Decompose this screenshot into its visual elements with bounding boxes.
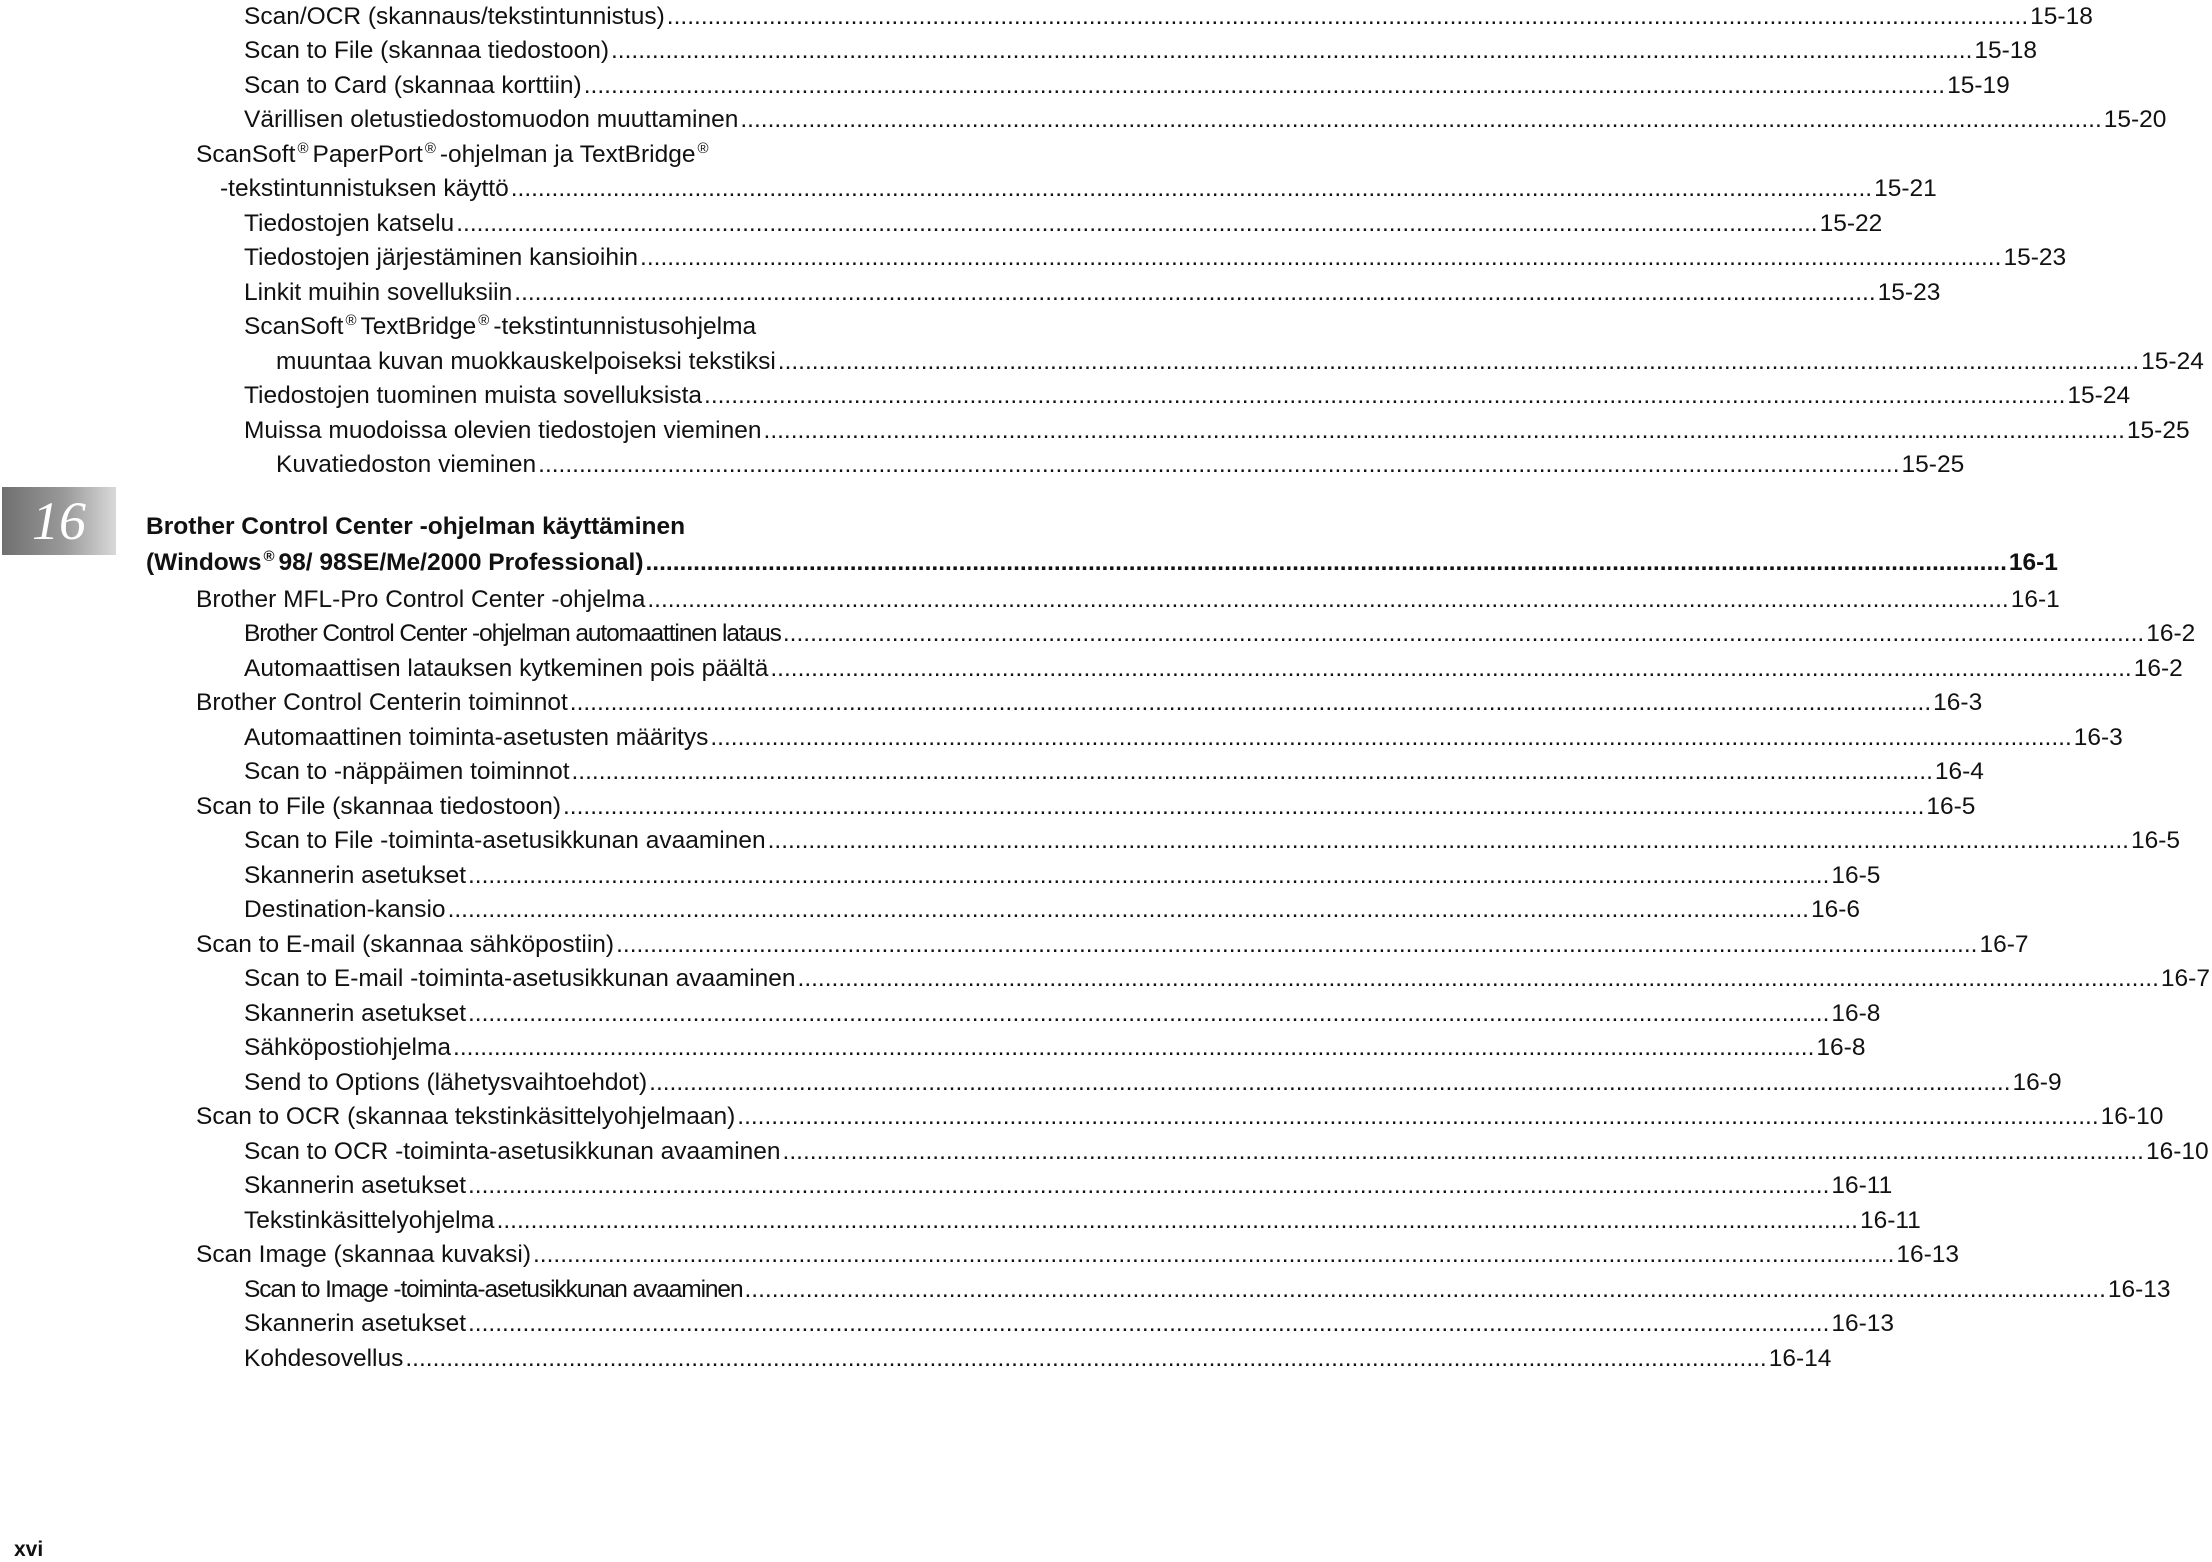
toc-entry[interactable]	[244, 1342, 1832, 1376]
toc-entry-title: Scan to File (skannaa tiedostoon)	[196, 793, 561, 820]
dot-leader: ........................................................................................................................................................................................................	[583, 72, 1946, 99]
dot-leader: ........................................................................................................................................................................................................	[405, 1345, 1767, 1372]
toc-entry-page: 16-5	[2130, 827, 2181, 854]
toc-entry-title: Skannerin asetukset	[244, 1172, 466, 1199]
dot-leader: ........................................................................................................................................................................................................	[710, 724, 2072, 751]
toc-entry[interactable]	[196, 1238, 1960, 1272]
toc-entry-title: Scan to Card (skannaa korttiin)	[244, 72, 582, 99]
toc-entry-title: Scan to File -toiminta-asetusikkunan avaaminen	[244, 827, 766, 854]
dot-leader: ........................................................................................................................................................................................................	[767, 827, 2129, 854]
toc-entry-title: Skannerin asetukset	[244, 862, 466, 889]
toc-entry-page: 16-6	[1810, 896, 1860, 923]
toc-entry-page: 15-25	[1901, 451, 1965, 478]
toc-entry[interactable]	[244, 1169, 1893, 1203]
toc-entry-title: Linkit muihin sovelluksiin	[244, 279, 513, 306]
toc-entry-title: Värillisen oletustiedostomuodon muuttaminen	[244, 106, 739, 133]
toc-entry-page: 15-23	[1877, 279, 1941, 306]
toc-entry-title-part: -tekstintunnistusohjelma	[493, 313, 757, 340]
toc-entry-page: 16-3	[2073, 724, 2123, 751]
toc-entry-title: Brother Control Centerin toiminnot	[196, 689, 568, 716]
toc-entry-page: 16-2	[2146, 620, 2196, 647]
toc-entry[interactable]	[196, 583, 2060, 617]
toc-entry-page: 16-5	[1831, 862, 1881, 889]
toc-entry-title: Sähköpostiohjelma	[244, 1034, 452, 1061]
toc-entry-title-part: ScanSoft	[196, 141, 296, 168]
toc-entry[interactable]	[244, 207, 1883, 241]
toc-entry[interactable]	[244, 379, 2131, 413]
dot-leader: ........................................................................................................................................................................................................	[782, 620, 2145, 647]
toc-entry[interactable]	[244, 824, 2181, 858]
toc-entry[interactable]	[196, 138, 960, 172]
toc-entry[interactable]	[244, 34, 2038, 68]
toc-entry-title: Brother MFL-Pro Control Center -ohjelma	[196, 586, 646, 613]
toc-entry-page: 16-2	[2133, 655, 2183, 682]
dot-leader: ........................................................................................................................................................................................................	[649, 1069, 2011, 1096]
toc-entry-title: Tiedostojen katselu	[244, 210, 455, 237]
toc-entry[interactable]	[244, 1204, 1921, 1238]
toc-entry[interactable]	[244, 1031, 1866, 1065]
toc-entry[interactable]	[244, 1135, 2209, 1169]
toc-entry[interactable]	[244, 721, 2123, 755]
toc-entry[interactable]	[146, 546, 2058, 580]
dot-leader: ........................................................................................................................................................................................................	[468, 862, 1830, 889]
toc-entry-page: 16-7	[1979, 931, 2029, 958]
toc-entry[interactable]	[276, 448, 1965, 482]
toc-entry-title: Scan to OCR -toiminta-asetusikkunan avaaminen	[244, 1138, 781, 1165]
toc-entry[interactable]	[196, 928, 2029, 962]
toc-entry-title: Scan to OCR (skannaa tekstinkäsittelyohjelmaan)	[196, 1103, 736, 1130]
toc-entry-page: 16-10	[2145, 1138, 2209, 1165]
dot-leader: ........................................................................................................................................................................................................	[797, 965, 2159, 992]
toc-entry-title: Brother Control Center -ohjelman automaattinen lataus	[244, 620, 781, 647]
dot-leader: ........................................................................................................................................................................................................	[616, 931, 1978, 958]
toc-entry[interactable]	[244, 69, 2010, 103]
toc-entry-page: 15-18	[1974, 37, 2038, 64]
toc-entry-page: 16-8	[1816, 1034, 1866, 1061]
toc-entry-page: 16-1	[2008, 549, 2058, 576]
chapter-number: 16	[32, 491, 86, 551]
toc-entry-title: Tekstinkäsittelyohjelma	[244, 1207, 495, 1234]
dot-leader: ........................................................................................................................................................................................................	[533, 1241, 1895, 1268]
toc-entry-page: 16-13	[1831, 1310, 1895, 1337]
toc-entry[interactable]	[244, 859, 1881, 893]
toc-entry-title: Tiedostojen järjestäminen kansioihin	[244, 244, 639, 271]
toc-entry-page: 15-22	[1819, 210, 1883, 237]
toc-entry[interactable]	[244, 241, 2067, 275]
dot-leader: ........................................................................................................................................................................................................	[453, 1034, 1815, 1061]
toc-entry-page: 15-25	[2126, 417, 2190, 444]
dot-leader: ........................................................................................................................................................................................................	[514, 279, 1876, 306]
toc-entry-page: 15-21	[1874, 175, 1937, 202]
registered-mark: ®	[345, 311, 357, 329]
dot-leader: ........................................................................................................................................................................................................	[510, 175, 1873, 202]
toc-entry-title: Scan to E-mail (skannaa sähköpostiin)	[196, 931, 615, 958]
toc-entry-page: 16-13	[1896, 1241, 1960, 1268]
toc-entry-title-part: -ohjelman ja TextBridge	[439, 141, 696, 168]
toc-entry-title: Automaattisen latauksen kytkeminen pois päältä	[244, 655, 769, 682]
toc-entry-page: 15-18	[2030, 3, 2093, 30]
toc-entry-title-part: 98/ 98SE/Me/2000 Professional)	[278, 549, 644, 576]
toc-entry-title: Tiedostojen tuominen muista sovelluksista	[244, 382, 703, 409]
toc-entry[interactable]	[244, 414, 2190, 448]
dot-leader: ........................................................................................................................................................................................................	[763, 417, 2125, 444]
toc-entry-page: 16-10	[2100, 1103, 2164, 1130]
toc-entry-page: 16-3	[1933, 689, 1983, 716]
toc-entry-page: 16-8	[1831, 1000, 1881, 1027]
toc-entry[interactable]	[244, 893, 1860, 927]
toc-entry[interactable]	[244, 1307, 1895, 1341]
dot-leader: ........................................................................................................................................................................................................	[611, 37, 1973, 64]
toc-entry-title: Brother Control Center -ohjelman käyttäminen	[146, 513, 686, 540]
toc-entry-title: Skannerin asetukset	[244, 1310, 466, 1337]
toc-entry-title: Kuvatiedoston vieminen	[276, 451, 537, 478]
dot-leader: ........................................................................................................................................................................................................	[770, 655, 2132, 682]
toc-entry[interactable]	[244, 1273, 2171, 1307]
dot-leader: ........................................................................................................................................................................................................	[563, 793, 1925, 820]
toc-entry-title-part: PaperPort	[312, 141, 423, 168]
toc-entry-title: Muissa muodoissa olevien tiedostojen vieminen	[244, 417, 762, 444]
toc-entry[interactable]	[196, 790, 1976, 824]
dot-leader: ........................................................................................................................................................................................................	[782, 1138, 2144, 1165]
toc-entry[interactable]	[244, 962, 2210, 996]
dot-leader: ........................................................................................................................................................................................................	[737, 1103, 2099, 1130]
toc-entry[interactable]	[244, 755, 1984, 789]
toc-entry-page: 16-4	[1934, 758, 1984, 785]
registered-mark: ®	[424, 139, 436, 157]
dot-leader: ........................................................................................................................................................................................................	[571, 758, 1933, 785]
toc-entry[interactable]	[244, 310, 960, 344]
registered-mark: ®	[297, 139, 309, 157]
toc-entry-page: 16-7	[2160, 965, 2210, 992]
toc-entry-title: -tekstintunnistuksen käyttö	[220, 175, 509, 202]
dot-leader: ........................................................................................................................................................................................................	[569, 689, 1932, 716]
toc-entry-title: Kohdesovellus	[244, 1345, 404, 1372]
toc-entry-title: Automaattinen toiminta-asetusten määritys	[244, 724, 709, 751]
toc-entry-title: muuntaa kuvan muokkauskelpoiseksi tekstiksi	[276, 348, 776, 375]
dot-leader: ........................................................................................................................................................................................................	[496, 1207, 1858, 1234]
dot-leader: ........................................................................................................................................................................................................	[447, 896, 1809, 923]
toc-entry-page: 16-1	[2010, 586, 2060, 613]
toc-entry[interactable]	[244, 103, 2167, 137]
toc-entry-title: Scan Image (skannaa kuvaksi)	[196, 1241, 531, 1268]
dot-leader: ........................................................................................................................................................................................................	[740, 106, 2102, 133]
toc-entry-page: 16-14	[1768, 1345, 1832, 1372]
dot-leader: ........................................................................................................................................................................................................	[777, 348, 2140, 375]
toc-entry-title-part: (Windows	[146, 549, 262, 576]
toc-entry[interactable]	[244, 1066, 2062, 1100]
toc-entry-page: 16-5	[1926, 793, 1976, 820]
toc-entry-title-part: ScanSoft	[244, 313, 344, 340]
dot-leader: ........................................................................................................................................................................................................	[468, 1000, 1830, 1027]
page-number: xvi	[14, 1538, 44, 1561]
toc-entry[interactable]	[196, 686, 1983, 720]
toc-entry-title: Scan to Image -toiminta-asetusikkunan avaaminen	[244, 1276, 743, 1303]
toc-entry-title: Destination-kansio	[244, 896, 446, 923]
registered-mark: ®	[697, 139, 709, 157]
dot-leader: ........................................................................................................................................................................................................	[666, 3, 2029, 30]
toc-entry-title: Scan/OCR (skannaus/tekstintunnistus)	[244, 3, 665, 30]
toc-entry-title: Send to Options (lähetysvaihtoehdot)	[244, 1069, 648, 1096]
dot-leader: ........................................................................................................................................................................................................	[744, 1276, 2106, 1303]
toc-entry-title: Scan to -näppäimen toiminnot	[244, 758, 570, 785]
toc-entry-title: Scan to File (skannaa tiedostoon)	[244, 37, 609, 64]
dot-leader: ........................................................................................................................................................................................................	[704, 382, 2066, 409]
dot-leader: ........................................................................................................................................................................................................	[645, 549, 2007, 576]
toc-entry-title-part: TextBridge	[360, 313, 477, 340]
toc-entry[interactable]	[244, 652, 2183, 686]
toc-entry[interactable]	[220, 172, 1937, 206]
toc-entry-title: Skannerin asetukset	[244, 1000, 466, 1027]
chapter-tab	[2, 487, 116, 555]
toc-entry-page: 16-9	[2012, 1069, 2062, 1096]
toc-entry-page: 15-24	[2067, 382, 2131, 409]
toc-entry-page: 16-13	[2107, 1276, 2171, 1303]
registered-mark: ®	[263, 547, 275, 565]
toc-entry-page: 15-24	[2141, 348, 2204, 375]
toc-entry-page: 15-23	[2003, 244, 2067, 271]
toc-entry[interactable]	[196, 1100, 2164, 1134]
toc-entry-page: 15-19	[1947, 72, 2010, 99]
dot-leader: ........................................................................................................................................................................................................	[468, 1310, 1830, 1337]
dot-leader: ........................................................................................................................................................................................................	[640, 244, 2002, 271]
dot-leader: ........................................................................................................................................................................................................	[647, 586, 2009, 613]
toc-entry-title: Scan to E-mail -toiminta-asetusikkunan avaaminen	[244, 965, 796, 992]
toc-entry-title	[196, 138, 960, 172]
toc-entry[interactable]	[276, 345, 2204, 379]
toc-entry-title	[244, 310, 960, 344]
dot-leader: ........................................................................................................................................................................................................	[538, 451, 1900, 478]
toc-entry-page: 16-11	[1859, 1207, 1921, 1234]
registered-mark: ®	[478, 311, 490, 329]
toc-entry[interactable]	[244, 0, 2093, 34]
toc-entry[interactable]	[244, 997, 1881, 1031]
toc-entry[interactable]	[146, 510, 960, 544]
dot-leader: ........................................................................................................................................................................................................	[456, 210, 1818, 237]
toc-entry-page: 16-11	[1831, 1172, 1893, 1199]
toc-entry[interactable]	[244, 617, 2196, 651]
dot-leader: ........................................................................................................................................................................................................	[468, 1172, 1830, 1199]
toc-entry[interactable]	[244, 276, 1941, 310]
toc-entry-page: 15-20	[2103, 106, 2167, 133]
toc-entry-title	[146, 546, 644, 580]
